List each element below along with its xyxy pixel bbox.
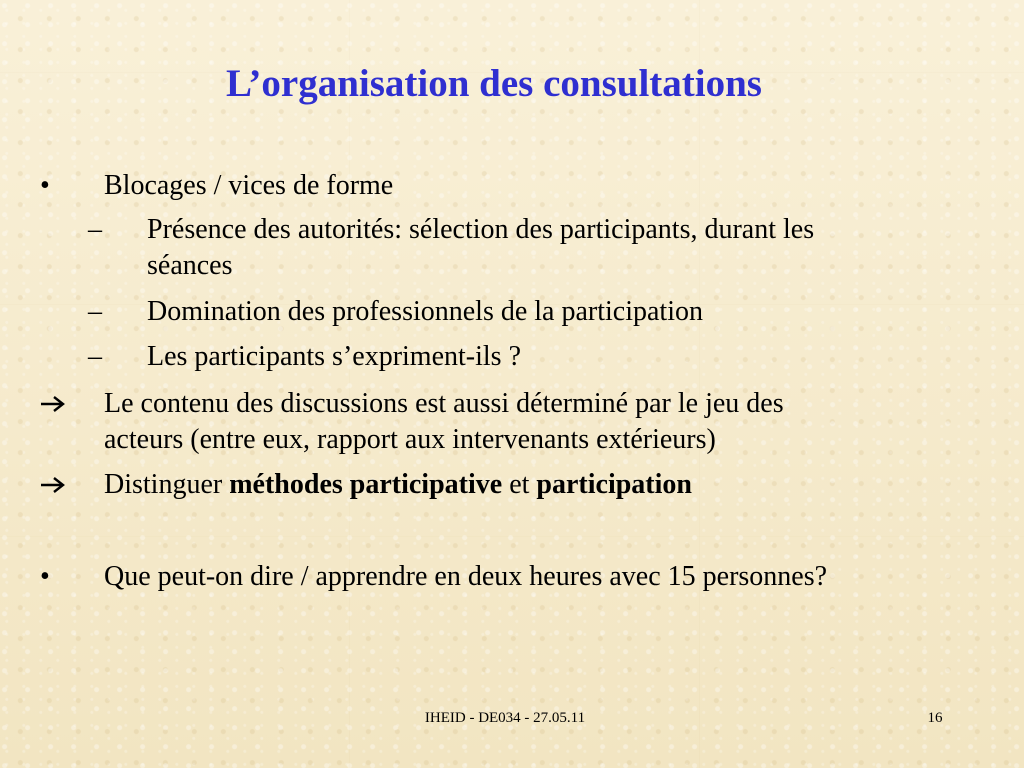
text-prefix: Distinguer: [104, 469, 230, 500]
slide-title: L’organisation des consultations: [225, 62, 762, 105]
sub-bullet-text-line1: Présence des autorités: sélection des participants, durant les: [147, 214, 815, 245]
bullet-text: Blocages / vices de forme: [104, 170, 394, 201]
sub-bullet-text: [147, 212, 997, 284]
dash-marker: –: [88, 296, 102, 327]
sub-bullet-text: Domination des professionnels de la participation: [147, 296, 703, 327]
bullet-marker: •: [40, 170, 50, 201]
dash-marker: –: [88, 341, 102, 372]
page-number: 16: [927, 710, 943, 726]
right-arrow-icon: [40, 467, 80, 494]
bullet-marker: •: [40, 561, 50, 592]
arrow-bullet-text: [104, 467, 1004, 503]
arrow-bullet-text-line2: acteurs (entre eux, rapport aux intervenants extérieurs): [104, 424, 716, 455]
bullet-text: Que peut-on dire / apprendre en deux heures avec 15 personnes?: [104, 561, 828, 592]
sub-bullet-text: Les participants s’expriment-ils ?: [147, 341, 521, 372]
bold-term-methods: méthodes participative: [229, 469, 503, 500]
text-middle: et: [502, 469, 537, 500]
arrow-bullet-text: [104, 386, 1004, 458]
bold-term-participation: participation: [536, 469, 692, 500]
right-arrow-icon: [40, 386, 80, 413]
arrow-bullet-text-line1: Le contenu des discussions est aussi déterminé par le jeu des: [104, 388, 784, 419]
sub-bullet-text-line2: séances: [147, 250, 233, 281]
footer-info: IHEID - DE034 - 27.05.11: [424, 710, 586, 726]
dash-marker: –: [88, 214, 102, 245]
